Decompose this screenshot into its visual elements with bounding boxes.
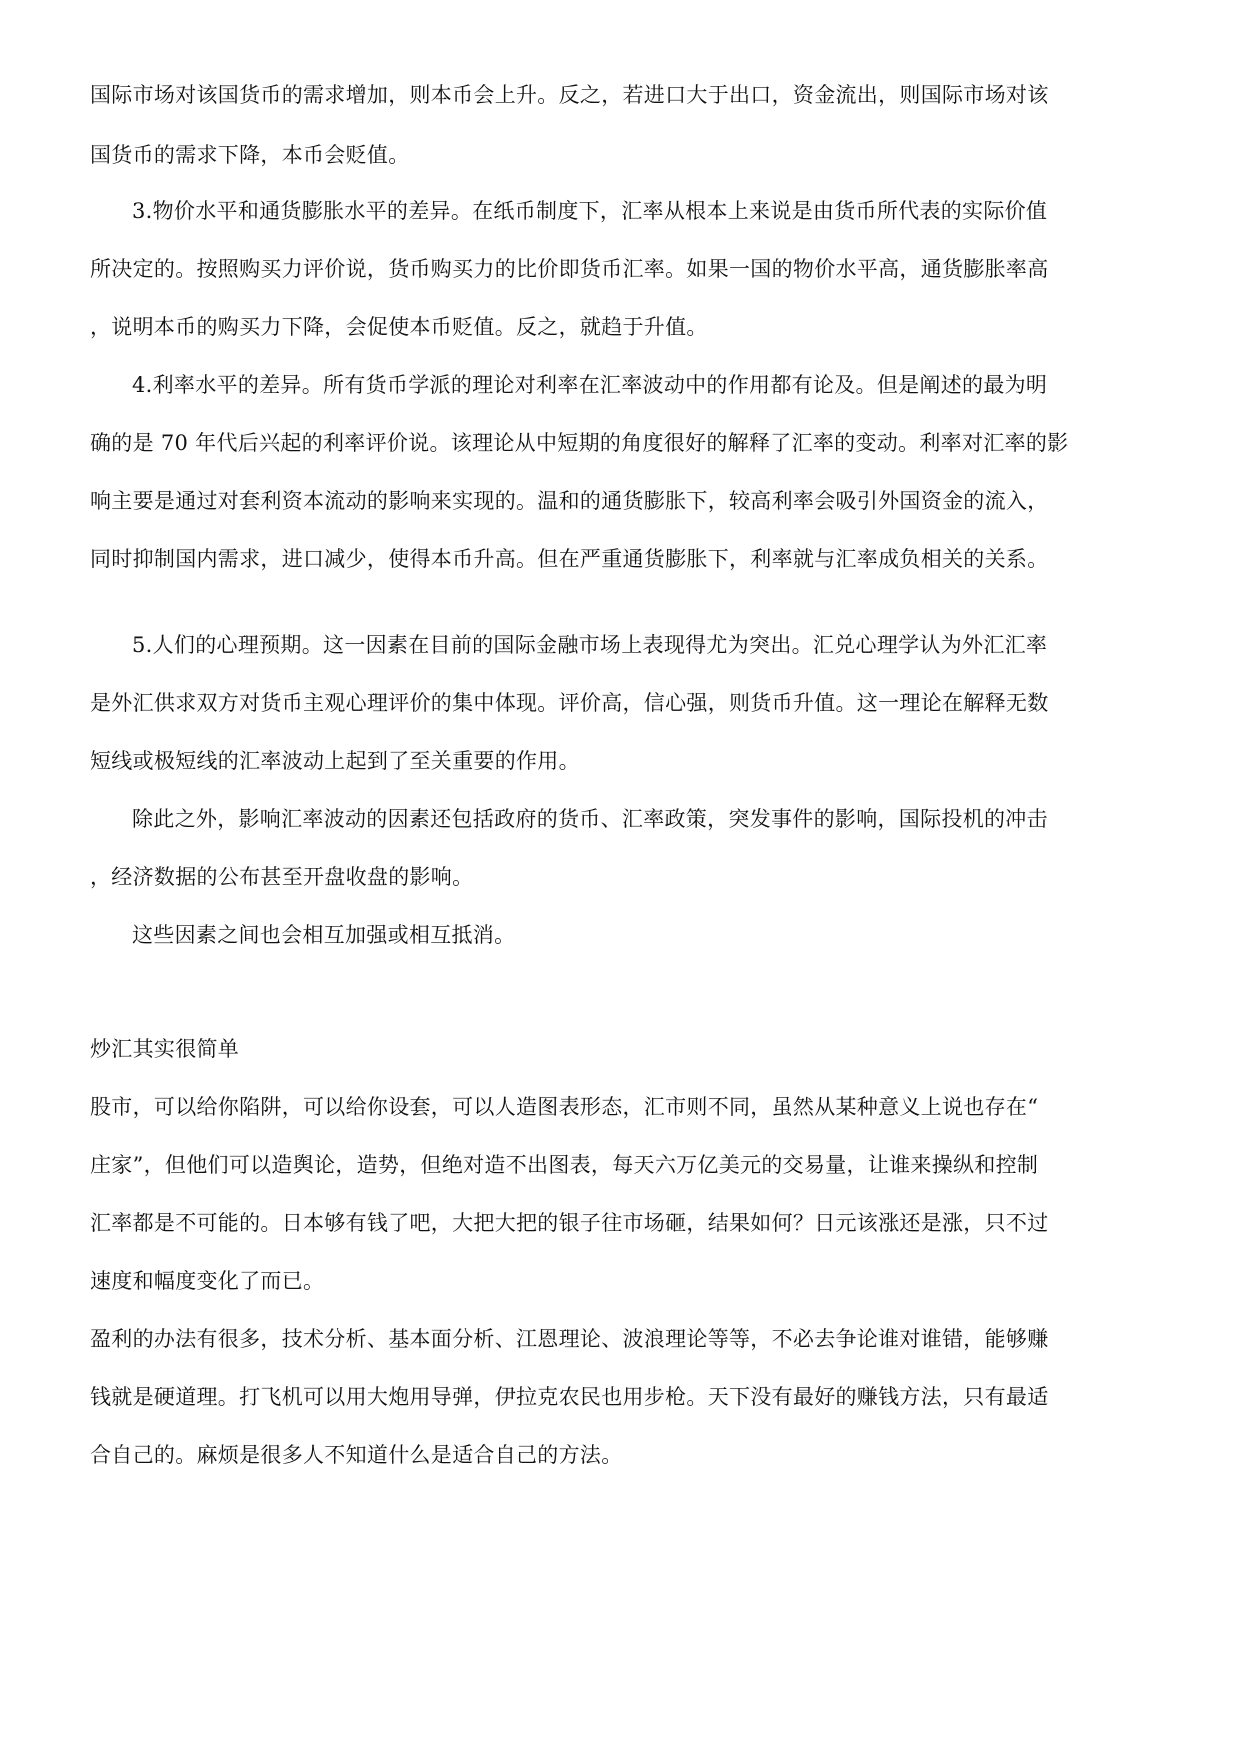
text-line: 响主要是通过对套利资本流动的影响来实现的。温和的通货膨胀下，较高利率会吸引外国资金的流入， xyxy=(90,489,1049,513)
text-line: 钱就是硬道理。打飞机可以用大炮用导弹，伊拉克农民也用步枪。天下没有最好的赚钱方法，只有最适 xyxy=(90,1385,1049,1409)
text-line: ，经济数据的公布甚至开盘收盘的影响。 xyxy=(90,865,474,889)
text-line: 5.人们的心理预期。这一因素在目前的国际金融市场上表现得尤为突出。汇兑心理学认为外汇汇率 xyxy=(132,633,1048,657)
text-line: 除此之外，影响汇率波动的因素还包括政府的货币、汇率政策，突发事件的影响，国际投机的冲击 xyxy=(132,807,1048,831)
text-line: 盈利的办法有很多，技术分析、基本面分析、江恩理论、波浪理论等等，不必去争论谁对谁错，能够赚 xyxy=(90,1327,1049,1351)
text-line: 这些因素之间也会相互加强或相互抵消。 xyxy=(132,923,516,947)
text-line: 所决定的。按照购买力评价说，货币购买力的比价即货币汇率。如果一国的物价水平高，通货膨胀率高 xyxy=(90,257,1049,281)
text-line: 同时抑制国内需求，进口减少，使得本币升高。但在严重通货膨胀下，利率就与汇率成负相关的关系。 xyxy=(90,547,1049,571)
text-line: 是外汇供求双方对货币主观心理评价的集中体现。评价高，信心强，则货币升值。这一理论在解释无数 xyxy=(90,691,1049,715)
text-line: 4.利率水平的差异。所有货币学派的理论对利率在汇率波动中的作用都有论及。但是阐述的最为明 xyxy=(132,373,1048,397)
text-line: 国货币的需求下降，本币会贬值。 xyxy=(90,143,410,167)
text-line: 股市，可以给你陷阱，可以给你设套，可以人造图表形态，汇市则不同，虽然从某种意义上说也存在“ xyxy=(90,1095,1039,1119)
text-line: 短线或极短线的汇率波动上起到了至关重要的作用。 xyxy=(90,749,580,773)
text-line: 合自己的。麻烦是很多人不知道什么是适合自己的方法。 xyxy=(90,1443,623,1467)
text-line: 汇率都是不可能的。日本够有钱了吧，大把大把的银子往市场砸，结果如何？日元该涨还是涨，只不过 xyxy=(90,1211,1049,1235)
text-line: ，说明本币的购买力下降，会促使本币贬值。反之，就趋于升值。 xyxy=(90,315,708,339)
text-line: 确的是 70 年代后兴起的利率评价说。该理论从中短期的角度很好的解释了汇率的变动。利率对汇率的影 xyxy=(90,431,1069,455)
section-heading: 炒汇其实很简单 xyxy=(90,1037,240,1061)
text-line: 庄家”，但他们可以造舆论，造势，但绝对造不出图表，每天六万亿美元的交易量，让谁来操纵和控制 xyxy=(90,1153,1039,1177)
text-line: 国际市场对该国货币的需求增加，则本币会上升。反之，若进口大于出口，资金流出，则国际市场对该 xyxy=(90,83,1049,107)
text-line: 速度和幅度变化了而已。 xyxy=(90,1269,325,1293)
text-line: 3.物价水平和通货膨胀水平的差异。在纸币制度下，汇率从根本上来说是由货币所代表的实际价值 xyxy=(132,199,1048,223)
